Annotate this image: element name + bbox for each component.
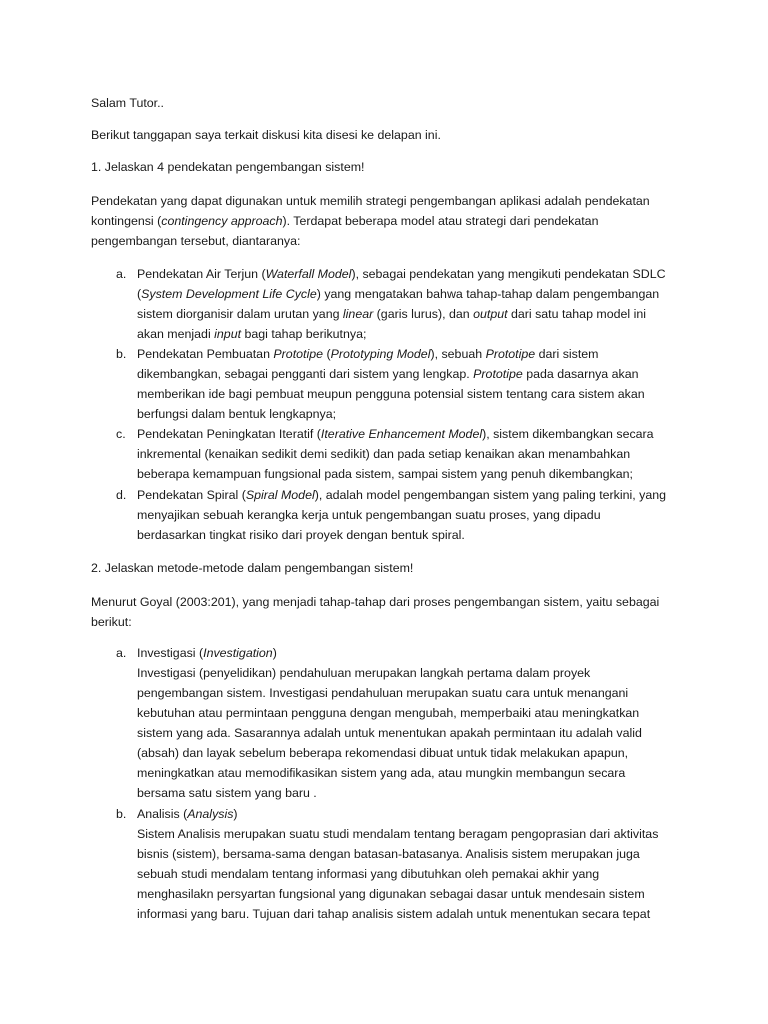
document-page: Salam Tutor.. Berikut tanggapan saya terkait diskusi kita disesi ke delapan ini. 1. Jelaskan 4 pendekatan pengembangan sistem! Pendekatan yang dapat digunakan untuk memilih strategi pengembangan aplikasi adalah pendekatan kontingensi (contingency approach). Terdapat beberapa model atau strategi dari pendekatan pengembangan tersebut, diantaranya: a. Pendekatan Air Terjun (Waterfall Model), sebagai pendekatan yang mengikuti pendekatan SDLC (System Development Life Cycle) yang mengatakan bahwa tahap-tahap dalam pengembangan sistem diorganisir dalam urutan yang linear (garis lurus), dan output dari satu tahap model ini akan menjadi input bagi tahap berikutnya; b. Pendekatan Pembuatan Prototipe (Prototyping Model), sebuah Prototipe dari sistem dikembangkan, sebagai pengganti dari sistem yang lengkap. Prototipe pada dasarnya akan memberikan ide bagi pembuat meupun pengguna potensial sistem tentang cara sistem akan berfungsi dalam bentuk lengkapnya; c. Pendekatan Peningkatan Iteratif (Iterative Enhancement Model), sistem dikembangkan secara inkremental (kenaikan sedikit demi sedikit) dan pada setiap kenaikan akan menambahkan beberapa kemampuan fungsional pada sistem, sampai sistem yang penuh dikembangkan; d. Pendekatan Spiral (Spiral Model), adalah model pengembangan sistem yang paling terkini, yang menyajikan sebuah kerangka kerja untuk pengembangan suatu proses, yang dipadu berdasarkan tingkat risiko dari proyek dengan bentuk spiral. 2. Jelaskan metode-metode dalam pengembangan sistem! Menurut Goyal (2003:201), yang menjadi tahap-tahap dari proses pengembangan sistem, yaitu sebagai berikut: a. Investigasi (Investigation) Investigasi (penyelidikan) pendahuluan merupakan langkah pertama dalam proyek pengembangan sistem. Investigasi pendahuluan merupakan suatu cara untuk menangani kebutuhan atau permintaan pengguna dengan mengubah, memperbaiki atau meningkatkan sistem yang ada. Sasarannya adalah untuk menentukan apakah permintaan itu adalah valid (absah) dan layak sebelum beberapa rekomendasi dibuat untuk tidak melakukan apapun, meningkatkan atau memodifikasikan sistem yang ada, atau mungkin membangun secara bersama satu sistem yang baru . b. Analisis (Analysis) Sistem Analisis merupakan suatu studi mendalam tentang beragam pengoprasian dari aktivitas bisnis (sistem), bersama-sama dengan batasan-batasanya. Analisis sistem merupakan juga sebuah studi mendalam tentang informasi yang dibutuhkan oleh pemakai akhir yang menghasilakn persyartan fungsional yang digunakan sebagai dasar untuk mendesain sistem informasi yang baru. Tujuan dari tahap analisis sistem adalah untuk menentukan secara tepat xyxy=(91,96,667,921)
intro-paragraph: Berikut tanggapan saya terkait diskusi kita disesi ke delapan ini. xyxy=(91,128,441,142)
question-1: 1. Jelaskan 4 pendekatan pengembangan sistem! xyxy=(91,160,365,174)
question-2: 2. Jelaskan metode-metode dalam pengembangan sistem! xyxy=(91,561,414,575)
greeting: Salam Tutor.. xyxy=(91,96,164,110)
